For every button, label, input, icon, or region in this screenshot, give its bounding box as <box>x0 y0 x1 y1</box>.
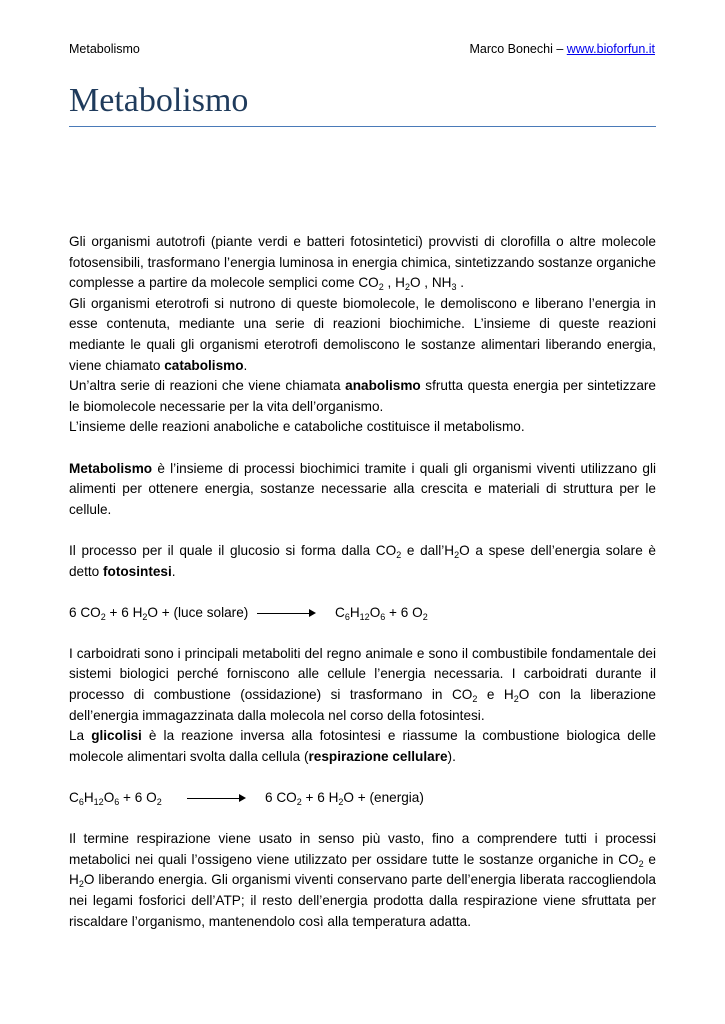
equation-reactants: 6 $CO_2 + 6$ $H_2O$ + (luce solare) <box>69 604 249 622</box>
paragraph-definizione-metabolismo: Metabolismo è l’insieme di processi biochimici tramite i quali gli organismi viventi utilizzano gli alimenti per ottenere energia, sostanze necessarie alla crescita e materiali di struttura per le cellule. <box>69 460 656 517</box>
header-author-name: Marco Bonechi – <box>469 42 567 56</box>
paragraph-fotosintesi: Il processo per il quale il glucosio si forma dalla $CO_2$ e $dall’H_2O$ a spese dell’energia solare è detto fotosintesi. <box>69 542 656 579</box>
equation-respirazione <box>69 788 656 809</box>
equation-products: 6 $CO_2 + 6$ $H_2O$ + (energia) <box>265 790 424 808</box>
paragraph-autotrofi: Gli organismi autotrofi (piante verdi e batteri fotosintetici) provvisti di clorofilla o altre molecole fotosensibili, trasformano l’energia luminosa in energia chimica, sintetizzando sostanze organiche complesse a partire da molecole semplici come $CO_2$ , $H_2O$ , $NH_3$ . <box>69 234 656 293</box>
website-link[interactable]: www.bioforfun.it <box>566 42 655 56</box>
title-underline <box>69 126 656 127</box>
equation-fotosintesi <box>69 603 656 624</box>
paragraph-eterotrofi: Gli organismi eterotrofi si nutrono di queste biomolecole, le demoliscono e liberano l’energia in esse contenuta, mediante una serie di reazioni biochimiche. L’insieme di queste reazioni mediante le quali gli organismi eterotrofi demoliscono le sostanze alimentari liberando energia, viene chiamato catabolismo. <box>69 295 656 373</box>
header-author <box>469 42 655 56</box>
page-header <box>69 42 655 62</box>
paragraph-carboidrati: I carboidrati sono i principali metaboliti del regno animale e sono il combustibile fondamentale dei sistemi biologici perché forniscono alle cellule l’energia necessaria. I carboidrati durante il processo di combustione (ossidazione) si trasformano in $CO_2$ e $H_2O$ con la liberazione dell’energia immagazzinata dalla molecola nel corso della fotosintesi. <box>69 645 656 723</box>
header-section-title: Metabolismo <box>69 42 140 56</box>
paragraph-insieme: L’insieme delle reazioni anaboliche e cataboliche costituisce il metabolismo. <box>69 419 525 435</box>
reaction-arrow <box>257 613 314 614</box>
document-body <box>69 232 656 932</box>
page-title: Metabolismo <box>69 82 249 119</box>
paragraph-respirazione: Il termine respirazione viene usato in senso più vasto, fino a comprendere tutti i processi metabolici nei quali l’ossigeno viene utilizzato per ossidare tutte le sostanze organiche in $CO_2$ e $H_2O$ liberando energia. Gli organismi viventi conservano parte dell’energia liberata raccogliendola nei legami fosforici dell’ATP; il resto dell’energia prodotta dalla respirazione viene sfruttata per riscaldare l’organismo, mantenendolo così alla temperatura adatta. <box>69 831 656 929</box>
paragraph-glicolisi: La glicolisi è la reazione inversa alla fotosintesi e riassume la combustione biologica delle molecole alimentari svolta dalla cellula (respirazione cellulare). <box>69 728 656 764</box>
paragraph-anabolismo: Un’altra serie di reazioni che viene chiamata anabolismo sfrutta questa energia per sintetizzare le biomolecole necessarie per la vita dell’organismo. <box>69 378 656 414</box>
equation-products: $C_6H_{12}O_6 + 6$ $O_2$ <box>335 604 428 622</box>
reaction-arrow <box>187 798 244 799</box>
equation-reactants: $C_6H_{12}O_6 + 6$ $O_2$ <box>69 790 162 808</box>
